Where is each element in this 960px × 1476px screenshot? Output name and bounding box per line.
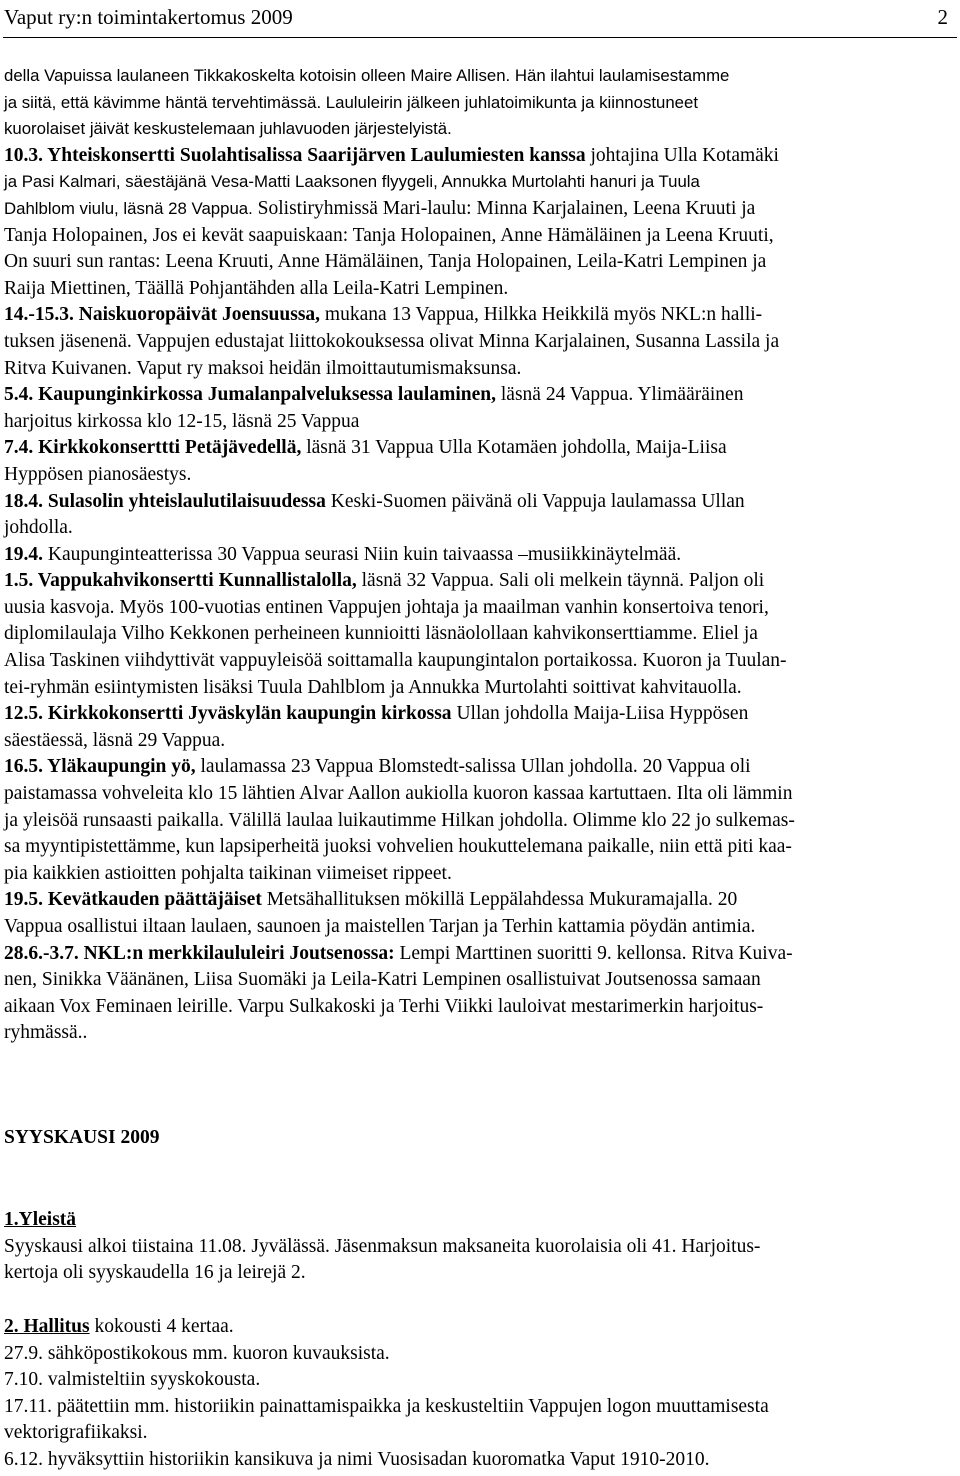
text-line: 19.5. Kevätkauden päättäjäiset Metsähallituksen mökillä Leppälahdessa Mukuramajalla. 20 [4,889,738,911]
text-line: säestäessä, läsnä 29 Vappua. [4,729,226,751]
page-number: 2 [937,5,948,29]
section-heading: 1.Yleistä [4,1209,77,1230]
text-line: tuksen jäsenenä. Vappujen edustajat liittokokouksessa olivat Minna Karjalainen, Susanna Lassila ja [4,330,780,352]
text-line: tei-ryhmän esiintymisten lisäksi Tuula Dahlblom ja Annukka Murtolahti soittivat kahvitauolla. [4,676,742,698]
text-line: johdolla. [4,517,73,539]
text-line: harjoitus kirkossa klo 12-15, läsnä 25 Vappua [4,410,360,432]
text-line: 18.4. Sulasolin yhteislaulutilaisuudessa Keski-Suomen päivänä oli Vappuja laulamassa Ullan [4,490,745,512]
section-heading: 2. Hallitus kokousti 4 kertaa. [4,1316,234,1337]
page-header [4,2,952,32]
text-line: 28.6.-3.7. NKL:n merkkilaululeiri Joutsenossa: Lempi Marttinen suoritti 9. kellonsa. Ritva Kuiva- [4,942,793,964]
text-line: ja yleisöä runsaasti paikalla. Välillä laulaa luikautimme Hilkan johdolla. Olimme klo 22 jo sulkemas- [4,809,795,831]
text-line: ja Pasi Kalmari, säestäjänä Vesa-Matti Laaksonen flyygeli, Annukka Murtolahti hanuri ja Tuula [4,172,700,192]
text-line: 12.5. Kirkkokonsertti Jyväskylän kaupungin kirkossa Ullan johdolla Maija-Liisa Hyppösen [4,703,749,725]
text-line: Raija Miettinen, Täällä Pohjantähden alla Leila-Katri Lempinen. [4,277,509,299]
text-line: uusia kasvoja. Myös 100-vuotias entinen Vappujen johtaja ja maailman vanhin konsertoiva tenori, [4,596,769,618]
text-line: kuorolaiset jäivät keskustelemaan juhlavuoden järjestelyistä. [4,119,452,139]
section-hallitus [4,1314,956,1474]
text-line: 6.12. hyväksyttiin historiikin kansikuva ja nimi Vuosisadan kuoromatka Vaput 1910-2010. [4,1448,710,1470]
section-yleista [4,1207,956,1287]
season-heading: SYYSKAUSI 2009 [4,1127,160,1148]
text-line: 17.11. päätettiin mm. historiikin painattamispaikka ja keskusteltiin Vappujen logon muuttamisesta [4,1395,769,1417]
text-line: 14.-15.3. Naiskuoropäivät Joensuussa, mukana 13 Vappua, Hilkka Heikkilä myös NKL:n halli- [4,304,763,326]
text-line: paistamassa vohveleita klo 15 lähtien Alvar Aallon aukiolla kuoron kassaa kartuttaen. Ilta oli lämmin [4,783,793,805]
text-line: aikaan Vox Feminaen leirille. Varpu Sulkakoski ja Terhi Viikki lauloivat mestarimerkin harjoitus- [4,995,764,1017]
text-line: 1.5. Vappukahvikonsertti Kunnallistalolla, läsnä 32 Vappua. Sali oli melkein täynnä. Paljon oli [4,570,765,592]
body-text [4,63,956,1047]
text-line: sa myyntipistettämme, kun lapsiperheitä juoksi vohvelien houkuttelemana paikalle, niin että piti kaa- [4,836,792,858]
text-line: diplomilaulaja Vilho Kekkonen perheineen kunnioitti läsnäolollaan kahvikonserttiamme. Eliel ja [4,623,758,645]
text-line: Alisa Taskinen viihdyttivät vappuyleisöä soittamalla kaupungintalon portaikossa. Kuoron ja Tuulan- [4,650,787,672]
text-line: 5.4. Kaupunginkirkossa Jumalanpalveluksessa laulaminen, läsnä 24 Vappua. Ylimääräinen [4,384,744,406]
text-line: 19.4. Kaupunginteatterissa 30 Vappua seurasi Niin kuin taivaassa –musiikkinäytelmää. [4,543,682,565]
text-line: nen, Sinikka Väänänen, Liisa Suomäki ja Leila-Katri Lempinen osallistuivat Joutsenossa samaan [4,969,761,991]
text-line: ryhmässä.. [4,1022,88,1044]
text-line: vektorigrafiikaksi. [4,1422,148,1444]
text-line: 7.4. Kirkkokonserttti Petäjävedellä, läsnä 31 Vappua Ulla Kotamäen johdolla, Maija-Liisa [4,437,727,459]
header-title: Vaput ry:n toimintakertomus 2009 [4,5,293,29]
text-line: pia kaikkien astioitten pohjalta taikinan viimeiset rippeet. [4,862,452,884]
text-line: Dahlblom viulu, läsnä 28 Vappua. Solistiryhmissä Mari-laulu: Minna Karjalainen, Leena Kruuti ja [4,197,756,219]
text-line: 10.3. Yhteiskonsertti Suolahtisalissa Saarijärven Laulumiesten kanssa johtajina Ulla Kotamäki [4,144,779,166]
text-line: ja siitä, että kävimme häntä tervehtimässä. Laululeirin jälkeen juhlatoimikunta ja kiinnostuneet [4,92,698,112]
text-line: Tanja Holopainen, Jos ei kevät saapuiskaan: Tanja Holopainen, Anne Hämäläinen ja Leena Kruuti, [4,224,774,246]
text-line: On suuri sun rantas: Leena Kruuti, Anne Hämäläinen, Tanja Holopainen, Leila-Katri Lempinen ja [4,251,767,273]
text-line: Ritva Kuivanen. Vaput ry maksoi heidän ilmoittautumismaksunsa. [4,357,522,379]
header-rule [3,37,957,38]
text-line: Vappua osallistui iltaan laulaen, saunoen ja maistellen Tarjan ja Terhin kattamia pöydän antimia. [4,916,756,937]
text-line: Hyppösen pianosäestys. [4,463,192,485]
text-line: della Vapuissa laulaneen Tikkakoskelta kotoisin olleen Maire Allisen. Hän ilahtui laulamisestamme [4,66,730,85]
text-line: 7.10. valmisteltiin syyskokousta. [4,1369,261,1391]
text-line: kertoja oli syyskaudella 16 ja leirejä 2. [4,1262,306,1284]
text-line: 27.9. sähköpostikokous mm. kuoron kuvauksista. [4,1342,390,1364]
text-line: Syyskausi alkoi tiistaina 11.08. Jyvälässä. Jäsenmaksun maksaneita kuorolaisia oli 41. Harjoitus- [4,1235,761,1257]
text-line: 16.5. Yläkaupungin yö, laulamassa 23 Vappua Blomstedt-salissa Ullan johdolla. 20 Vappua oli [4,756,751,778]
